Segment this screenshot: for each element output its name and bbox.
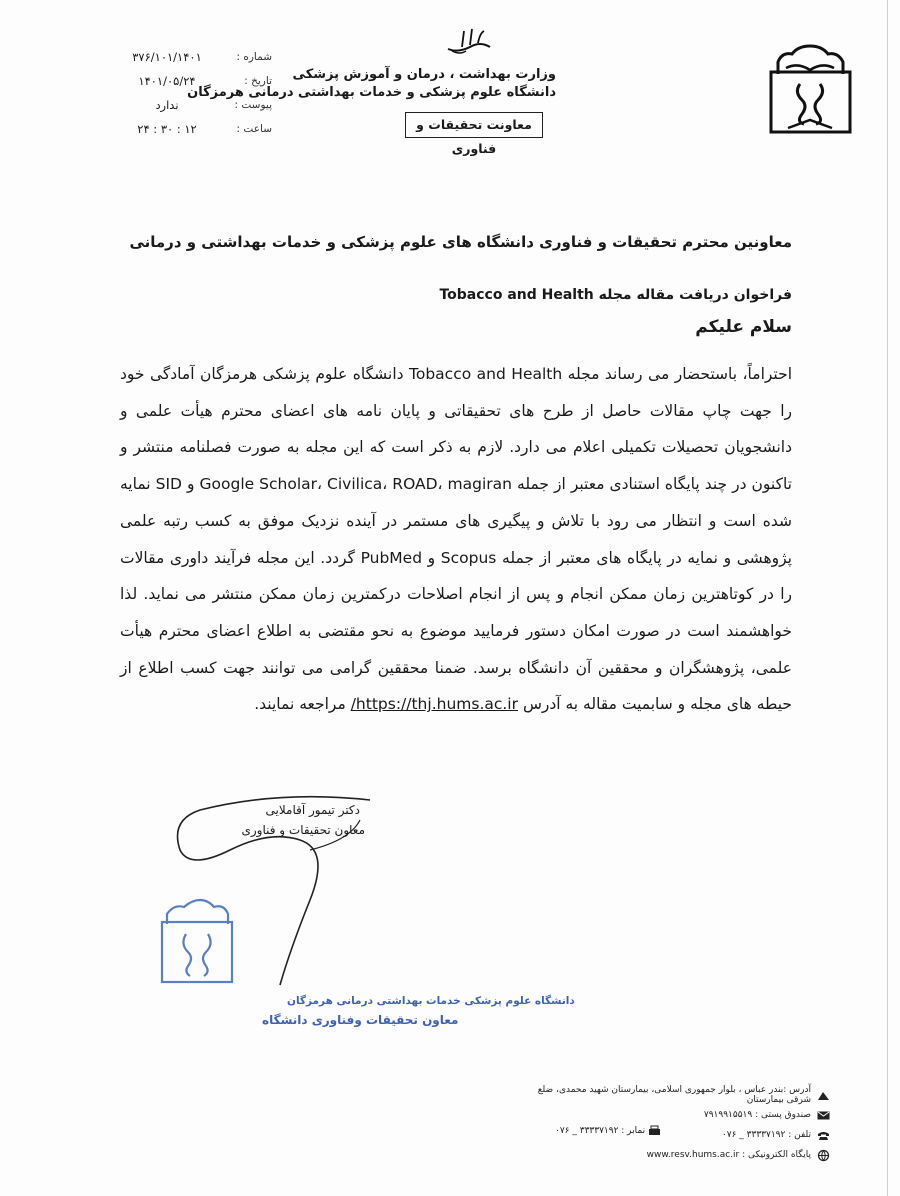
letter-greeting: سلام علیکم: [695, 317, 792, 337]
footer-website-row: [520, 1145, 830, 1165]
meta-row-time: [112, 117, 272, 141]
meta-value: ندارد: [155, 98, 179, 112]
footer-postal: صندوق پستی : ۷۹۱۹۹۱۵۵۱۹: [703, 1110, 811, 1120]
meta-row-attachment: [112, 93, 272, 117]
footer-fax-text: نمابر : ۳۳۳۳۷۱۹۲ _ ۰۷۶: [555, 1126, 646, 1136]
ministry-line2: دانشگاه علوم پزشکی و خدمات بهداشتی درمانی هرمزگان: [187, 84, 556, 100]
footer-address-row: [520, 1085, 830, 1105]
address-icon: [817, 1090, 830, 1101]
stamp-text-line2: معاون تحقیقات وفناوری دانشگاه: [262, 1013, 459, 1027]
stamp-text-line1: دانشگاه علوم پزشکی خدمات بهداشتی درمانی هرمزگان: [287, 995, 575, 1007]
body-text-end: مراجعه نمایند.: [254, 695, 346, 714]
ministry-line1: وزارت بهداشت ، درمان و آموزش پزشکی: [292, 67, 556, 82]
phone-icon: [817, 1130, 830, 1141]
journal-link[interactable]: https://thj.hums.ac.ir/: [350, 695, 518, 714]
letter-meta: [112, 45, 272, 141]
meta-row-date: [112, 69, 272, 93]
envelope-icon: [817, 1110, 830, 1121]
official-stamp: [112, 900, 575, 1040]
meta-row-number: [112, 45, 272, 69]
meta-label: پیوست :: [234, 99, 272, 111]
university-emblem-icon: [768, 44, 853, 134]
letter-subject: فراخوان دریافت مقاله مجله Tobacco and Health: [439, 287, 792, 303]
fax-icon: [648, 1125, 661, 1136]
letter-recipient: معاونین محترم تحقیقات و فناوری دانشگاه های علوم پزشکی و خدمات بهداشتی و درمانی: [129, 233, 792, 251]
signatory-title: معاون تحقیقات و فناوری: [241, 823, 365, 837]
vice-chancellery-box: معاونت تحقیقات و فناوری: [405, 112, 543, 138]
letter-body: [120, 356, 792, 723]
footer-fax: [555, 1125, 661, 1136]
bismillah-calligraphy-icon: [440, 25, 500, 57]
footer-website: پایگاه الکترونیکی : www.resv.hums.ac.ir: [646, 1150, 811, 1160]
meta-value: ۳۷۶/۱۰۱/۱۴۰۱: [132, 50, 202, 64]
meta-label: ساعت :: [236, 123, 272, 135]
footer-postal-row: [520, 1105, 830, 1125]
body-text: احتراماً، باستحضار می رساند مجله Tobacco and Health دانشگاه علوم پزشکی هرمزگان آمادگی خود را جهت چاپ مقالات حاصل از طرح های تحقیقاتی و پایان نامه های اعضای محترم هیأت علمی و دانشجویان تحصیلات تکمیلی اعلام می دارد. لازم به ذکر است که این مجله به صورت فصلنامه منتشر و تاکنون در چند پایگاه استنادی معتبر از جمله Google Scholar، Civilica، ROAD، magiran و SID نمایه شده است و انتظار می رود با تلاش و پیگیری های مستمر در آینده نزدیک موفق به کسب رتبه علمی پژوهشی و نمایه در پایگاه های معتبر از جمله Scopus و PubMed گردد. این مجله فرآیند داوری مقالات را در کوتاهترین زمان ممکن انجام و پس از انجام اصلاحات درکمترین زمان ممکن منتشر می نماید. لذا خواهشمند است در صورت امکان دستور فرمایید موضوع به نحو مقتضی به اطلاع اعضای محترم هیأت علمی، پژوهشگران و محققین آن دانشگاه برسد. ضمنا محققین گرامی می توانند جهت کسب اطلاع از حیطه های مجله و سابمیت مقاله به آدرس: [120, 365, 792, 714]
meta-value: ۱۲ : ۳۰ : ۲۴: [137, 122, 197, 136]
meta-label: تاریخ :: [244, 75, 272, 87]
footer-phone: تلفن : ۳۳۳۳۷۱۹۲ _ ۰۷۶: [721, 1130, 811, 1140]
meta-label: شماره :: [236, 51, 272, 63]
globe-icon: [817, 1150, 830, 1161]
page-edge-line: [887, 0, 888, 1196]
footer-address: آدرس :بندر عباس ، بلوار جمهوری اسلامی، بیمارستان شهید محمدی، ضلع شرقی بیمارستان: [537, 1085, 811, 1105]
signatory-name: دکتر تیمور آقاملایی: [265, 803, 360, 817]
meta-value: ۱۴۰۱/۰۵/۲۴: [138, 74, 196, 88]
